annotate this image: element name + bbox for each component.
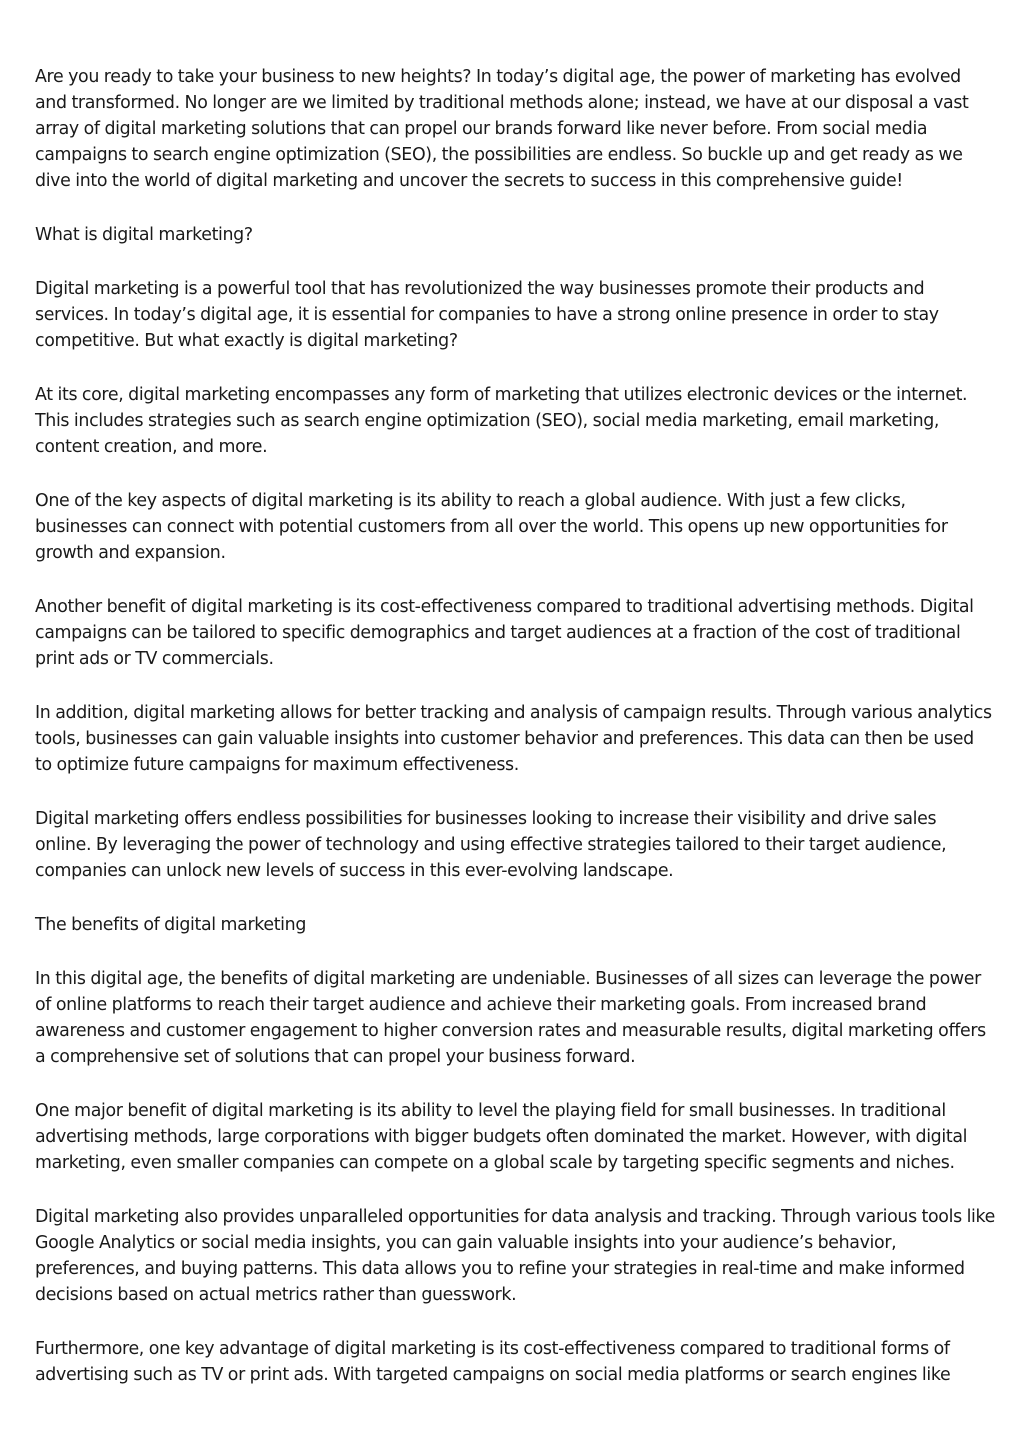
paragraph-global-audience: One of the key aspects of digital marketing is its ability to reach a global audience. With just a few clicks, businesses can connect with potential customers from all over the world. This opens up new opportunities for growth and expansion. xyxy=(35,491,948,563)
document-body xyxy=(35,64,995,1416)
paragraph-cost-effectiveness: Another benefit of digital marketing is its cost-effectiveness compared to traditional advertising methods. Digital campaigns can be tailored to specific demographics and target audiences at a fraction of the cost of traditional print ads or TV commercials. xyxy=(35,597,974,669)
paragraph-tracking: In addition, digital marketing allows for better tracking and analysis of campaign results. Through various analytics tools, businesses can gain valuable insights into customer behavior and preferences. This data can then be used to optimize future campaigns for maximum effectiveness. xyxy=(35,703,992,775)
paragraph-core: At its core, digital marketing encompasses any form of marketing that utilizes electronic devices or the internet. This includes strategies such as search engine optimization (SEO), social media marketing, email marketing, content creation, and more. xyxy=(35,385,968,457)
section-heading-benefits: The benefits of digital marketing xyxy=(35,915,307,935)
paragraph-benefits-intro: In this digital age, the benefits of digital marketing are undeniable. Businesses of all sizes can leverage the power of online platforms to reach their target audience and achieve their marketing goals. From increased brand awareness and customer engagement to higher conversion rates and measurable results, digital marketing offers a comprehensive set of solutions that can propel your business forward. xyxy=(35,969,986,1067)
paragraph-level-playing-field: One major benefit of digital marketing is its ability to level the playing field for small businesses. In traditional advertising methods, large corporations with bigger budgets often dominated the market. However, with digital marketing, even smaller companies can compete on a global scale by targeting specific segments and niches. xyxy=(35,1101,968,1173)
paragraph-definition: Digital marketing is a powerful tool that has revolutionized the way businesses promote their products and services. In today’s digital age, it is essential for companies to have a strong online presence in order to stay competitive. But what exactly is digital marketing? xyxy=(35,279,939,351)
section-heading-what-is-digital-marketing: What is digital marketing? xyxy=(35,225,253,245)
intro-paragraph: Are you ready to take your business to new heights? In today’s digital age, the power of marketing has evolved and transformed. No longer are we limited by traditional methods alone; instead, we have at our disposal a vast array of digital marketing solutions that can propel our brands forward like never before. From social media campaigns to search engine optimization (SEO), the possibilities are endless. So buckle up and get ready as we dive into the world of digital marketing and uncover the secrets to success in this comprehensive guide! xyxy=(35,67,969,191)
paragraph-possibilities: Digital marketing offers endless possibilities for businesses looking to increase their visibility and drive sales online. By leveraging the power of technology and using effective strategies tailored to their target audience, companies can unlock new levels of success in this ever-evolving landscape. xyxy=(35,809,947,881)
paragraph-furthermore: Furthermore, one key advantage of digital marketing is its cost-effectiveness compared to traditional forms of advertising such as TV or print ads. With targeted campaigns on social media platforms or search engines like xyxy=(35,1339,951,1385)
paragraph-data-analysis: Digital marketing also provides unparalleled opportunities for data analysis and tracking. Through various tools like Google Analytics or social media insights, you can gain valuable insights into your audience’s behavior, preferences, and buying patterns. This data allows you to refine your strategies in real-time and make informed decisions based on actual metrics rather than guesswork. xyxy=(35,1207,995,1305)
